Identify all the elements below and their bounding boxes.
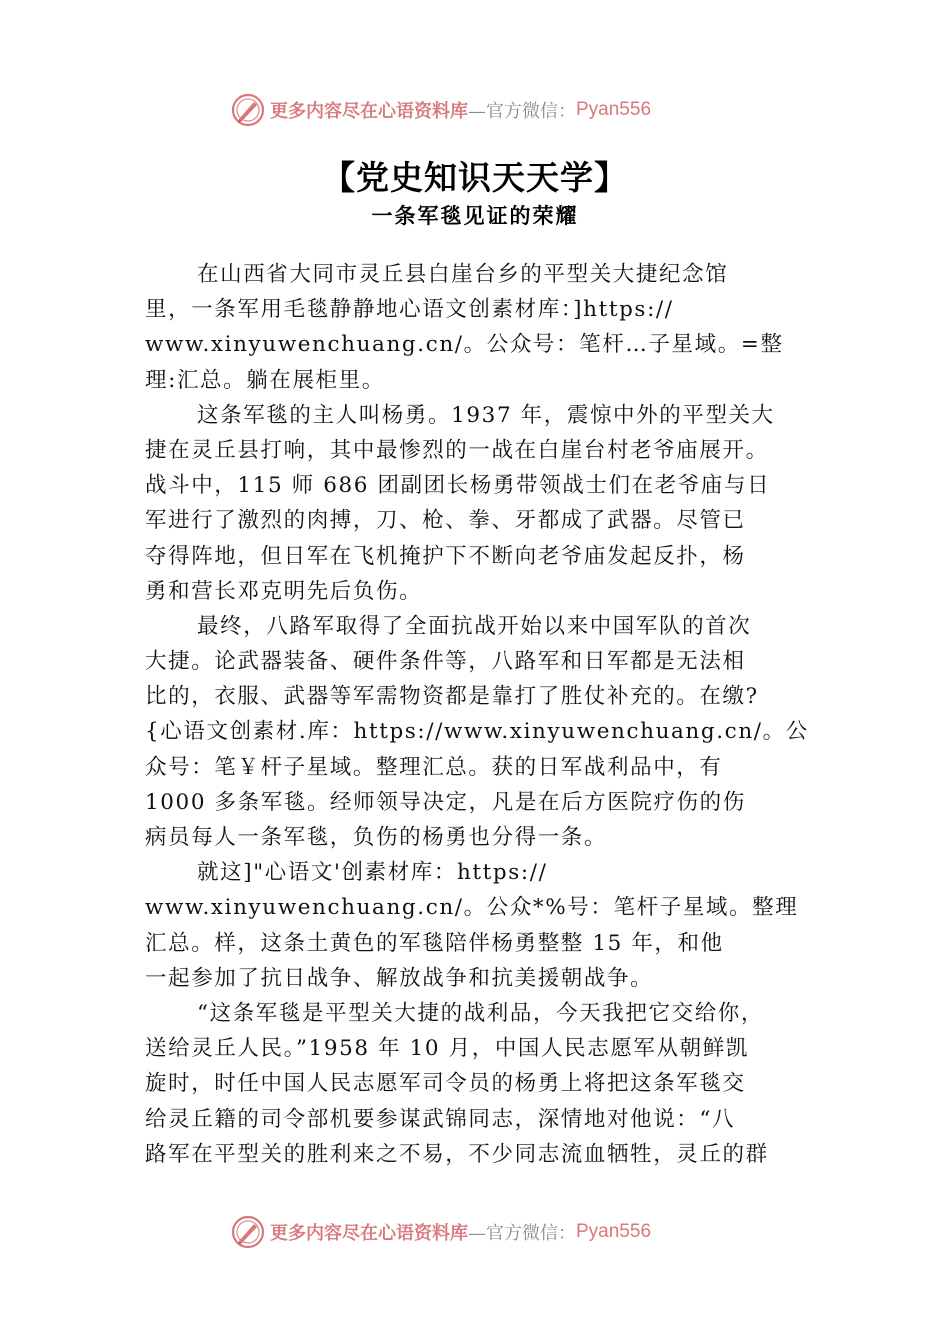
document-body <box>145 257 825 1172</box>
text-line: 捷在灵丘县打响，其中最惨烈的一战在白崖台村老爷庙展开。 <box>145 437 769 463</box>
text-line: 病员每人一条军毯，负伤的杨勇也分得一条。 <box>145 825 608 850</box>
text-line: 在山西省大同市灵丘县白崖台乡的平型关大捷纪念馆 <box>197 262 729 287</box>
text-line: 夺得阵地，但日军在飞机掩护下不断向老爷庙发起反扑，杨 <box>145 543 746 569</box>
text-line: 大捷。论武器装备、硬件条件等，八路军和日军都是无法相 <box>145 649 746 675</box>
text-line: 路军在平型关的胜利来之不易，不少同志流血牺牲，灵丘的群 <box>145 1141 769 1167</box>
banner-wechat-label: —官方微信： <box>468 101 576 122</box>
text-line: 勇和营长邓克明先后负伤。 <box>145 578 423 604</box>
text-line: www.xinyuwenchuang.cn/。公众*%号：笔杆子星域。整理 <box>145 895 799 921</box>
banner-wechat-label: —官方微信： <box>468 1223 576 1244</box>
text-line: 众号：笔￥杆子星域。整理汇总。获的日军战利品中，有 <box>145 754 723 780</box>
document-subtitle: 一条军毯见证的荣耀 <box>371 204 579 228</box>
pen-logo-icon <box>230 1214 266 1250</box>
banner-wechat-id: Pyan556 <box>576 99 652 120</box>
text-line: 就这]"心语文'创素材库：https:// <box>197 860 548 886</box>
text-line: 理:汇总。躺在展柜里。 <box>145 367 385 393</box>
text-line: 送给灵丘人民。”1958 年 10 月，中国人民志愿军从朝鲜凯 <box>145 1036 749 1062</box>
text-line: 汇总。样，这条土黄色的军毯陪伴杨勇整整 15 年，和他 <box>145 930 724 956</box>
text-line: 旋时，时任中国人民志愿军司令员的杨勇上将把这条军毯交 <box>145 1071 746 1097</box>
text-line: 一起参加了抗日战争、解放战争和抗美援朝战争。 <box>145 965 654 991</box>
text-line: 里，一条军用毛毯静静地心语文创素材库：]https:// <box>145 297 674 323</box>
text-line: 战斗中，115 师 686 团副团长杨勇带领战士们在老爷庙与日 <box>145 473 771 499</box>
text-line: 最终，八路军取得了全面抗战开始以来中国军队的首次 <box>197 613 752 639</box>
document-title: 【党史知识天天学】 <box>322 158 628 197</box>
banner-text: 更多内容尽在心语资料库 <box>270 1223 468 1244</box>
banner-wechat-id: Pyan556 <box>576 1221 652 1242</box>
banner-text: 更多内容尽在心语资料库 <box>270 101 468 122</box>
text-line: 1000 多条军毯。经师领导决定，凡是在后方医院疗伤的伤 <box>145 789 746 815</box>
text-line: “这条军毯是平型关大捷的战利品，今天我把它交给你， <box>197 1000 764 1026</box>
text-line: {心语文创素材.库：https://www.xinyuwenchuang.cn/。公 <box>145 719 809 745</box>
text-line: 军进行了激烈的肉搏，刀、枪、拳、牙都成了武器。尽管已 <box>145 508 746 534</box>
header-watermark-banner <box>230 90 750 130</box>
footer-watermark-banner <box>230 1212 750 1252</box>
text-line: 给灵丘籍的司令部机要参谋武锦同志，深情地对他说：“八 <box>145 1106 736 1132</box>
text-line: 这条军毯的主人叫杨勇。1937 年，震惊中外的平型关大 <box>197 402 775 428</box>
pen-logo-icon <box>230 92 266 128</box>
text-line: 比的，衣服、武器等军需物资都是靠打了胜仗补充的。在缴? <box>145 684 759 710</box>
text-line: www.xinyuwenchuang.cn/。公众号：笔杆…子星域。=整 <box>145 332 784 358</box>
